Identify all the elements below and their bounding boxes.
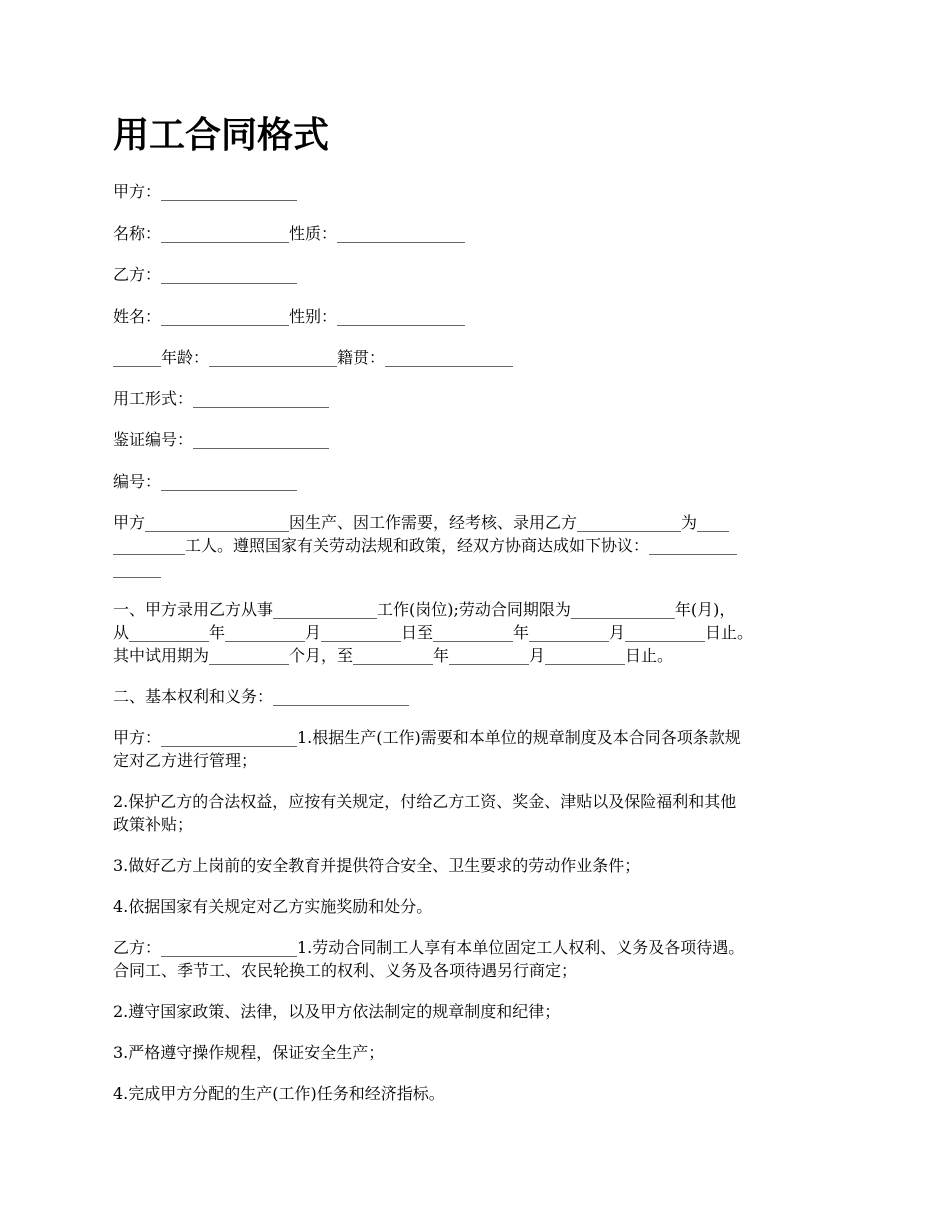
party-a-duty-4: 4.依据国家有关规定对乙方实施奖励和处分。 xyxy=(113,897,433,916)
party-a-duty-2-line-2: 政策补贴； xyxy=(113,815,194,834)
party-a-duty-2-line-1: 2.保护乙方的合法权益，应按有关规定，付给乙方工资、奖金、津贴以及保险福利和其他 xyxy=(113,792,737,811)
clause-1-line-3: 其中试用期为__________个月，至__________年__________月__________日止。 xyxy=(113,646,674,665)
clause-1-line-2: 从__________年__________月__________日至__________年__________月__________日止。 xyxy=(113,623,754,642)
age-origin-line: ______年龄：________________籍贯：________________ xyxy=(113,348,514,367)
preamble-line-1: 甲方__________________因生产、因工作需要，经考核、录用乙方_____________为____ xyxy=(113,513,730,532)
document-title: 用工合同格式 xyxy=(113,115,330,156)
party-a-duty-3: 3.做好乙方上岗前的安全教育并提供符合安全、卫生要求的劳动作业条件； xyxy=(113,856,641,875)
employment-form-line: 用工形式：_________________ xyxy=(113,389,330,408)
preamble-line-3: ______ xyxy=(113,559,161,578)
party-a-line: 甲方：_________________ xyxy=(113,182,298,201)
party-a-duty-1-line-1: 甲方：_________________1.根据生产(工作)需要和本单位的规章制度及本合同各项条款规 xyxy=(113,728,741,747)
clause-2-heading: 二、基本权利和义务：_________________ xyxy=(113,687,410,706)
number-line: 编号：_________________ xyxy=(113,472,298,491)
clause-1-line-1: 一、甲方录用乙方从事_____________工作(岗位);劳动合同期限为_____________年(月)， xyxy=(113,600,736,619)
party-b-right-1-line-2: 合同工、季节工、农民轮换工的权利、义务及各项待遇另行商定； xyxy=(113,961,578,980)
name-nature-line: 名称：________________性质：________________ xyxy=(113,224,466,243)
verification-number-line: 鉴证编号：_________________ xyxy=(113,430,330,449)
party-a-duty-1-line-2: 定对乙方进行管理； xyxy=(113,751,258,770)
party-b-line: 乙方：_________________ xyxy=(113,265,298,284)
name-gender-line: 姓名：________________性别：________________ xyxy=(113,307,466,326)
party-b-duty-2: 2.遵守国家政策、法律，以及甲方依法制定的规章制度和纪律； xyxy=(113,1002,561,1021)
preamble-line-2: _________工人。遵照国家有关劳动法规和政策，经双方协商达成如下协议：___________ xyxy=(113,536,738,555)
party-b-duty-3: 3.严格遵守操作规程，保证安全生产； xyxy=(113,1043,385,1062)
party-b-duty-4: 4.完成甲方分配的生产(工作)任务和经济指标。 xyxy=(113,1084,445,1103)
party-b-right-1-line-1: 乙方：_________________1.劳动合同制工人享有本单位固定工人权利、义务及各项待遇。 xyxy=(113,938,745,957)
